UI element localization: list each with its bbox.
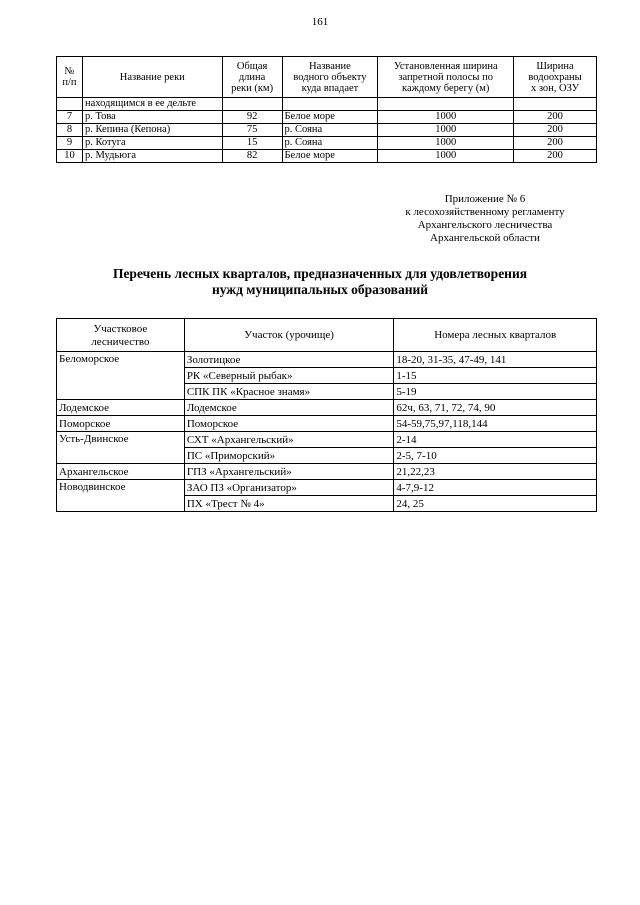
header-length: Общая длина реки (км) bbox=[222, 57, 282, 98]
rivers-table bbox=[56, 56, 597, 163]
forestry-name: Усть-Двинское bbox=[57, 432, 185, 464]
table-row: Архангельское ГПЗ «Архангельский» 21,22,23 bbox=[57, 464, 597, 480]
table-row: РК «Северный рыбак» 1-15 bbox=[57, 368, 597, 384]
table-row: Беломорское Золотицкое 18-20, 31-35, 47-49, 141 bbox=[57, 352, 597, 368]
forestry-name: Лодемское bbox=[57, 400, 185, 416]
quarters-header-row bbox=[57, 319, 597, 352]
continuation-text: находящимся в ее дельте bbox=[82, 98, 222, 111]
table-row: Новодвинское ЗАО ПЗ «Организатор» 4-7,9-12 bbox=[57, 480, 597, 496]
table-row: СПК ПК «Красное знамя» 5-19 bbox=[57, 384, 597, 400]
forestry-name: Беломорское bbox=[57, 352, 185, 400]
table-row: Лодемское Лодемское 62ч, 63, 71, 72, 74, 90 bbox=[57, 400, 597, 416]
header-mouth: Название водного объекту куда впадает bbox=[282, 57, 378, 98]
table-row: 7 р. Това 92 Белое море 1000 200 bbox=[57, 111, 597, 124]
header-site: Участок (урочище) bbox=[184, 319, 394, 352]
table-row: Усть-Двинское СХТ «Архангельский» 2-14 bbox=[57, 432, 597, 448]
header-zone-width: Ширина водоохраны х зон, ОЗУ bbox=[514, 57, 597, 98]
forestry-name: Поморское bbox=[57, 416, 185, 432]
forest-quarters-table bbox=[56, 318, 597, 512]
table-row: ПС «Приморский» 2-5, 7-10 bbox=[57, 448, 597, 464]
header-quarter-numbers: Номера лесных кварталов bbox=[394, 319, 597, 352]
table-row: 8 р. Кепина (Кепона) 75 р. Сояна 1000 200 bbox=[57, 124, 597, 137]
page-number: 161 bbox=[311, 16, 329, 28]
table-row: 10 р. Мудьюга 82 Белое море 1000 200 bbox=[57, 150, 597, 163]
section-heading: Перечень лесных кварталов, предназначенных для удовлетворения нужд муниципальных образований bbox=[112, 266, 528, 297]
header-forestry: Участковое лесничество bbox=[57, 319, 185, 352]
table-row: 9 р. Котуга 15 р. Сояна 1000 200 bbox=[57, 137, 597, 150]
header-strip-width: Установленная ширина запретной полосы по каждому берегу (м) bbox=[378, 57, 514, 98]
table-row bbox=[57, 98, 597, 111]
appendix-note: Приложение № 6 к лесохозяйственному регламенту Архангельского лесничества Архангельской области bbox=[405, 193, 565, 244]
forestry-name: Новодвинское bbox=[57, 480, 185, 512]
forestry-name: Архангельское bbox=[57, 464, 185, 480]
table-row: Поморское Поморское 54-59,75,97,118,144 bbox=[57, 416, 597, 432]
rivers-header-row bbox=[57, 57, 597, 98]
header-num: № п/п bbox=[57, 57, 83, 98]
table-row: ПХ «Трест № 4» 24, 25 bbox=[57, 496, 597, 512]
header-river-name: Название реки bbox=[82, 57, 222, 98]
